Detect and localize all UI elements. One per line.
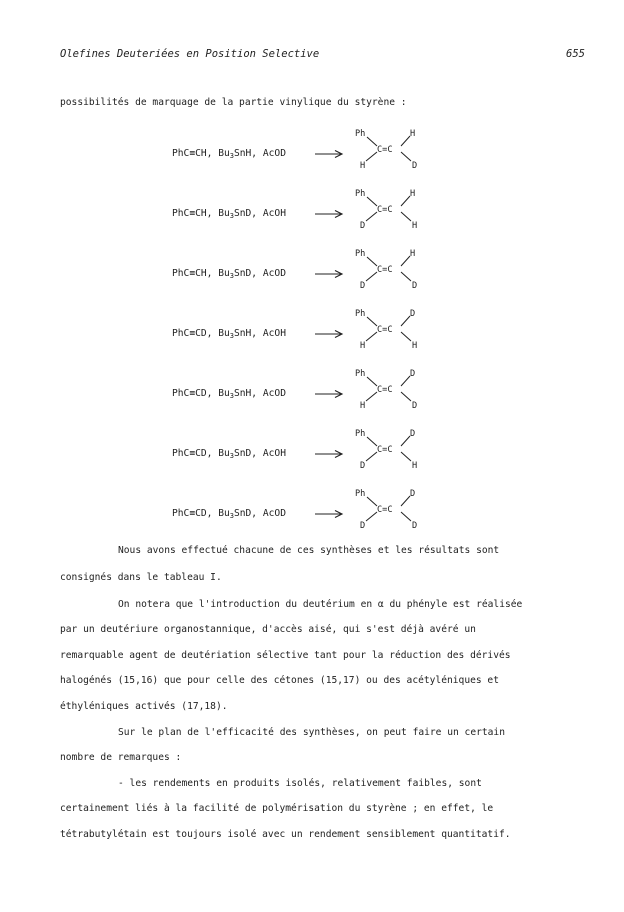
bond-line (366, 272, 377, 281)
bond-line (366, 212, 377, 221)
bond-line (401, 316, 410, 326)
reagent-subscript: 3 (229, 212, 234, 220)
bond-line (401, 272, 411, 281)
reagent-subscript: 3 (229, 152, 234, 160)
reagent-subscript: 3 (229, 512, 234, 520)
reagent-text: PhC≡CD, Bu (172, 508, 230, 519)
paragraph-line: tétrabutylétain est toujours isolé avec un rendement sensiblement quantitatif. (60, 829, 511, 840)
substituent-label: Ph (355, 189, 366, 199)
substituent-label: Ph (355, 249, 366, 259)
reaction-reagents (172, 328, 286, 340)
reagent-subscript: 3 (229, 452, 234, 460)
double-bond-label: C=C (377, 505, 393, 515)
paragraph-line: Sur le plan de l'efficacité des synthèses, on peut faire un certain (118, 727, 505, 738)
running-header-title: Olefines Deuteriées en Position Selective (60, 48, 320, 60)
paragraph-line: On notera que l'introduction du deutérium en α du phényle est réalisée (118, 599, 523, 610)
bond-line (366, 392, 377, 401)
substituent-label: D (360, 521, 366, 531)
bond-line (367, 377, 377, 386)
substituent-label: D (412, 281, 418, 291)
bond-line (401, 212, 411, 221)
reaction-reagents (172, 508, 286, 520)
reagent-text: PhC≡CH, Bu (172, 208, 230, 219)
reagent-text: SnD, AcOH (233, 448, 286, 459)
bond-line (401, 392, 411, 401)
substituent-label: D (412, 161, 418, 171)
bond-line (401, 496, 410, 506)
reaction-reagents (172, 208, 286, 220)
substituent-label: D (410, 309, 416, 319)
substituent-label: D (360, 461, 366, 471)
reaction-reagents (172, 148, 286, 160)
intro-line: possibilités de marquage de la partie vinylique du styrène : (60, 97, 407, 108)
product-structure (340, 124, 440, 184)
bond-line (367, 257, 377, 266)
bond-line (367, 437, 377, 446)
product-structure (340, 364, 440, 424)
substituent-label: Ph (355, 309, 366, 319)
substituent-label: H (360, 401, 366, 411)
reagent-text: PhC≡CH, Bu (172, 148, 230, 159)
paragraph-line: Nous avons effectué chacune de ces synthèses et les résultats sont (118, 545, 500, 556)
double-bond-label: C=C (377, 325, 393, 335)
bond-line (367, 197, 377, 206)
substituent-label: H (410, 249, 416, 259)
bond-line (401, 436, 410, 446)
paragraph-line: halogénés (15,16) que pour celle des cétones (15,17) ou des acétyléniques et (60, 675, 499, 686)
paragraph-line: certainement liés à la facilité de polymérisation du styrène ; en effet, le (60, 803, 494, 814)
substituent-label: Ph (355, 129, 366, 139)
substituent-label: H (410, 129, 416, 139)
bond-line (366, 452, 377, 461)
reagent-text: SnH, AcOD (233, 388, 286, 399)
bond-line (367, 317, 377, 326)
substituent-label: D (360, 221, 366, 231)
reagent-text: SnH, AcOD (233, 148, 286, 159)
reaction-reagents (172, 388, 286, 400)
substituent-label: H (412, 341, 418, 351)
reagent-text: SnD, AcOD (233, 508, 286, 519)
substituent-label: D (410, 429, 416, 439)
bond-line (401, 376, 410, 386)
substituent-label: Ph (355, 369, 366, 379)
double-bond-label: C=C (377, 445, 393, 455)
substituent-label: Ph (355, 429, 366, 439)
substituent-label: H (360, 161, 366, 171)
page-number: 655 (566, 48, 585, 60)
product-structure (340, 184, 440, 244)
substituent-label: D (410, 369, 416, 379)
bond-line (367, 137, 377, 146)
bond-line (401, 512, 411, 521)
bond-line (366, 332, 377, 341)
bond-line (366, 512, 377, 521)
reagent-subscript: 3 (229, 332, 234, 340)
reaction-reagents (172, 448, 286, 460)
double-bond-label: C=C (377, 265, 393, 275)
product-structure (340, 244, 440, 304)
paragraph-line: consignés dans le tableau I. (60, 572, 222, 583)
reagent-text: PhC≡CD, Bu (172, 388, 230, 399)
reagent-text: SnD, AcOH (233, 208, 286, 219)
reagent-subscript: 3 (229, 392, 234, 400)
paragraph-line: éthyléniques activés (17,18). (60, 701, 228, 712)
product-structure (340, 484, 440, 544)
bond-line (367, 497, 377, 506)
reagent-text: PhC≡CH, Bu (172, 268, 230, 279)
product-structure (340, 304, 440, 364)
substituent-label: H (360, 341, 366, 351)
bond-line (401, 152, 411, 161)
substituent-label: H (412, 221, 418, 231)
bond-line (401, 196, 410, 206)
reagent-text: PhC≡CD, Bu (172, 328, 230, 339)
paragraph-line: remarquable agent de deutériation sélective tant pour la réduction des dérivés (60, 650, 511, 661)
bond-line (366, 152, 377, 161)
reagent-text: PhC≡CD, Bu (172, 448, 230, 459)
reagent-text: SnD, AcOD (233, 268, 286, 279)
paragraph-line: - les rendements en produits isolés, relativement faibles, sont (118, 778, 482, 789)
product-structure (340, 424, 440, 484)
bond-line (401, 452, 411, 461)
reagent-subscript: 3 (229, 272, 234, 280)
double-bond-label: C=C (377, 205, 393, 215)
substituent-label: D (412, 401, 418, 411)
paragraph-line: nombre de remarques : (60, 752, 182, 763)
reagent-text: SnH, AcOH (233, 328, 286, 339)
substituent-label: H (410, 189, 416, 199)
bond-line (401, 136, 410, 146)
substituent-label: D (410, 489, 416, 499)
double-bond-label: C=C (377, 385, 393, 395)
bond-line (401, 256, 410, 266)
bond-line (401, 332, 411, 341)
double-bond-label: C=C (377, 145, 393, 155)
substituent-label: H (412, 461, 418, 471)
substituent-label: Ph (355, 489, 366, 499)
paragraph-line: par un deutériure organostannique, d'accès aisé, qui s'est déjà avéré un (60, 624, 476, 635)
reaction-reagents (172, 268, 286, 280)
substituent-label: D (360, 281, 366, 291)
substituent-label: D (412, 521, 418, 531)
